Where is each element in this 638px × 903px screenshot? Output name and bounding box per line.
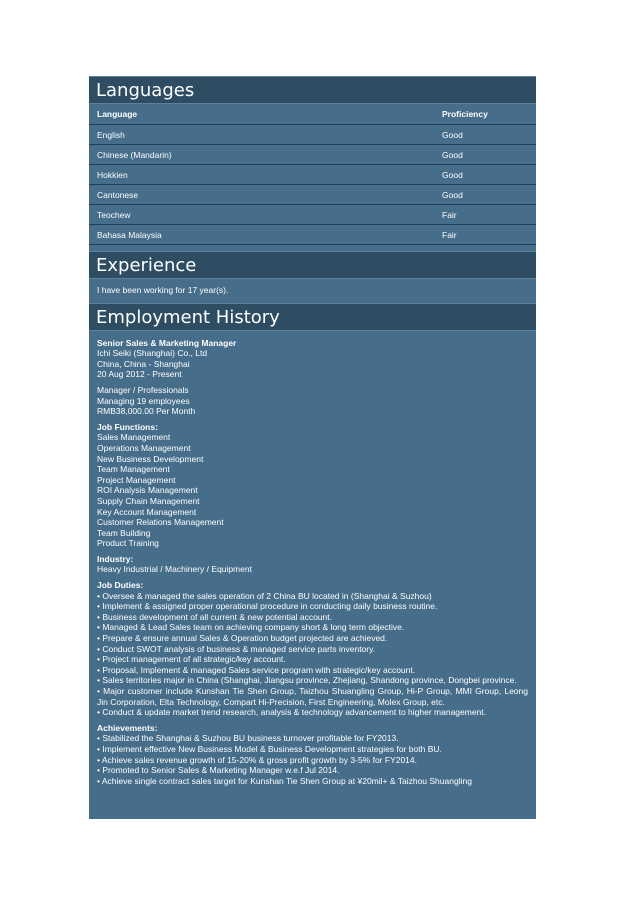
job-meta bbox=[97, 385, 528, 417]
list-item: • Conduct & update market trend research, analysis & technology advancement to higher management. bbox=[97, 707, 487, 718]
list-item: Operations Management bbox=[97, 442, 191, 453]
table-row bbox=[89, 225, 536, 245]
table-row bbox=[89, 165, 536, 185]
achievements bbox=[97, 723, 528, 787]
list-item: • Promoted to Senior Sales & Marketing Manager w.e.f Jul 2014. bbox=[97, 765, 340, 776]
list-item: • Implement effective New Business Model & Business Development strategies for both BU. bbox=[97, 743, 442, 754]
list-item: • Managed & Lead Sales team on achieving company short & long term objective. bbox=[97, 622, 405, 633]
list-item: Team Building bbox=[97, 527, 151, 538]
list-item: Team Management bbox=[97, 464, 170, 475]
job-functions-label: Job Functions: bbox=[97, 421, 158, 432]
language-cell: English bbox=[89, 125, 434, 145]
company-name: Ichi Seiki (Shanghai) Co., Ltd bbox=[97, 348, 208, 359]
list-item: • Achieve sales revenue growth of 15-20% & gross profit growth by 3-5% for FY2014. bbox=[97, 754, 418, 765]
list-item: • Sales territories major in China (Shanghai, Jiangsu province, Zhejiang, Shandong province, Dongbei province. bbox=[97, 675, 517, 686]
job-functions bbox=[97, 422, 528, 549]
employment-history-heading: Employment History bbox=[89, 303, 536, 331]
list-item: ROI Analysis Management bbox=[97, 485, 198, 496]
list-item: Customer Relations Management bbox=[97, 517, 224, 528]
table-row bbox=[89, 185, 536, 205]
proficiency-cell: Fair bbox=[434, 205, 536, 225]
list-item: New Business Development bbox=[97, 453, 204, 464]
industry-label: Industry: bbox=[97, 553, 134, 564]
proficiency-cell: Good bbox=[434, 165, 536, 185]
list-item: • Major customer include Kunshan Tie Shen Group, Taizhou Shuangling Group, Hi-P Group, MMI Group, Leong Jin Corporation, Elta Technology, Compart Hi-Precision, First Engineering, Molex Group, etc. bbox=[97, 686, 528, 707]
proficiency-cell: Good bbox=[434, 145, 536, 165]
industry-value: Heavy Industrial / Machinery / Equipment bbox=[97, 564, 252, 575]
list-item: • Stabilized the Shanghai & Suzhou BU business turnover profitable for FY2013. bbox=[97, 733, 399, 744]
language-cell: Hokkien bbox=[89, 165, 434, 185]
industry bbox=[97, 554, 528, 575]
achievements-label: Achievements: bbox=[97, 722, 158, 733]
list-item: Product Training bbox=[97, 538, 159, 549]
list-item: • Project management of all strategic/key account. bbox=[97, 654, 286, 665]
list-item: • Oversee & managed the sales operation of 2 China BU located in (Shanghai & Suzhou) bbox=[97, 590, 432, 601]
list-item: • Conduct SWOT analysis of business & managed service parts inventory. bbox=[97, 643, 376, 654]
list-item: Supply Chain Management bbox=[97, 495, 200, 506]
table-row bbox=[89, 205, 536, 225]
column-header-proficiency: Proficiency bbox=[434, 104, 536, 125]
resume-page bbox=[89, 76, 536, 819]
job-period: 20 Aug 2012 - Present bbox=[97, 369, 182, 380]
list-item: • Business development of all current & new potential account. bbox=[97, 611, 332, 622]
list-item: • Proposal, Implement & managed Sales service program with strategic/key account. bbox=[97, 664, 416, 675]
table-row bbox=[89, 145, 536, 165]
language-cell: Cantonese bbox=[89, 185, 434, 205]
table-row bbox=[89, 125, 536, 145]
experience-heading: Experience bbox=[89, 251, 536, 279]
language-cell: Teochew bbox=[89, 205, 434, 225]
proficiency-cell: Fair bbox=[434, 225, 536, 245]
list-item: Sales Management bbox=[97, 432, 171, 443]
proficiency-cell: Good bbox=[434, 185, 536, 205]
experience-summary: I have been working for 17 year(s). bbox=[97, 285, 229, 295]
list-item: • Prepare & ensure annual Sales & Operation budget projected are achieved. bbox=[97, 633, 388, 644]
job-level: Manager / Professionals bbox=[97, 384, 189, 395]
list-item: • Implement & assigned proper operational procedure in conducting daily business routine. bbox=[97, 601, 438, 612]
proficiency-cell: Good bbox=[434, 125, 536, 145]
position-title: Senior Sales & Marketing Manager bbox=[97, 337, 237, 348]
languages-table bbox=[89, 104, 536, 245]
salary: RMB38,000.00 Per Month bbox=[97, 406, 196, 417]
list-item: Project Management bbox=[97, 474, 176, 485]
list-item: Key Account Management bbox=[97, 506, 197, 517]
job-duties-label: Job Duties: bbox=[97, 580, 144, 591]
language-cell: Bahasa Malaysia bbox=[89, 225, 434, 245]
language-cell: Chinese (Mandarin) bbox=[89, 145, 434, 165]
list-item: • Achieve single contract sales target for Kunshan Tie Shen Group at ¥20mil+ & Taizhou Shuangling bbox=[97, 775, 472, 786]
employment-details bbox=[89, 331, 536, 787]
job-location: China, China - Shanghai bbox=[97, 358, 190, 369]
table-header-row bbox=[89, 104, 536, 125]
job-duties bbox=[97, 580, 528, 718]
languages-heading: Languages bbox=[89, 76, 536, 104]
column-header-language: Language bbox=[89, 104, 434, 125]
employees-managed: Managing 19 employees bbox=[97, 395, 190, 406]
